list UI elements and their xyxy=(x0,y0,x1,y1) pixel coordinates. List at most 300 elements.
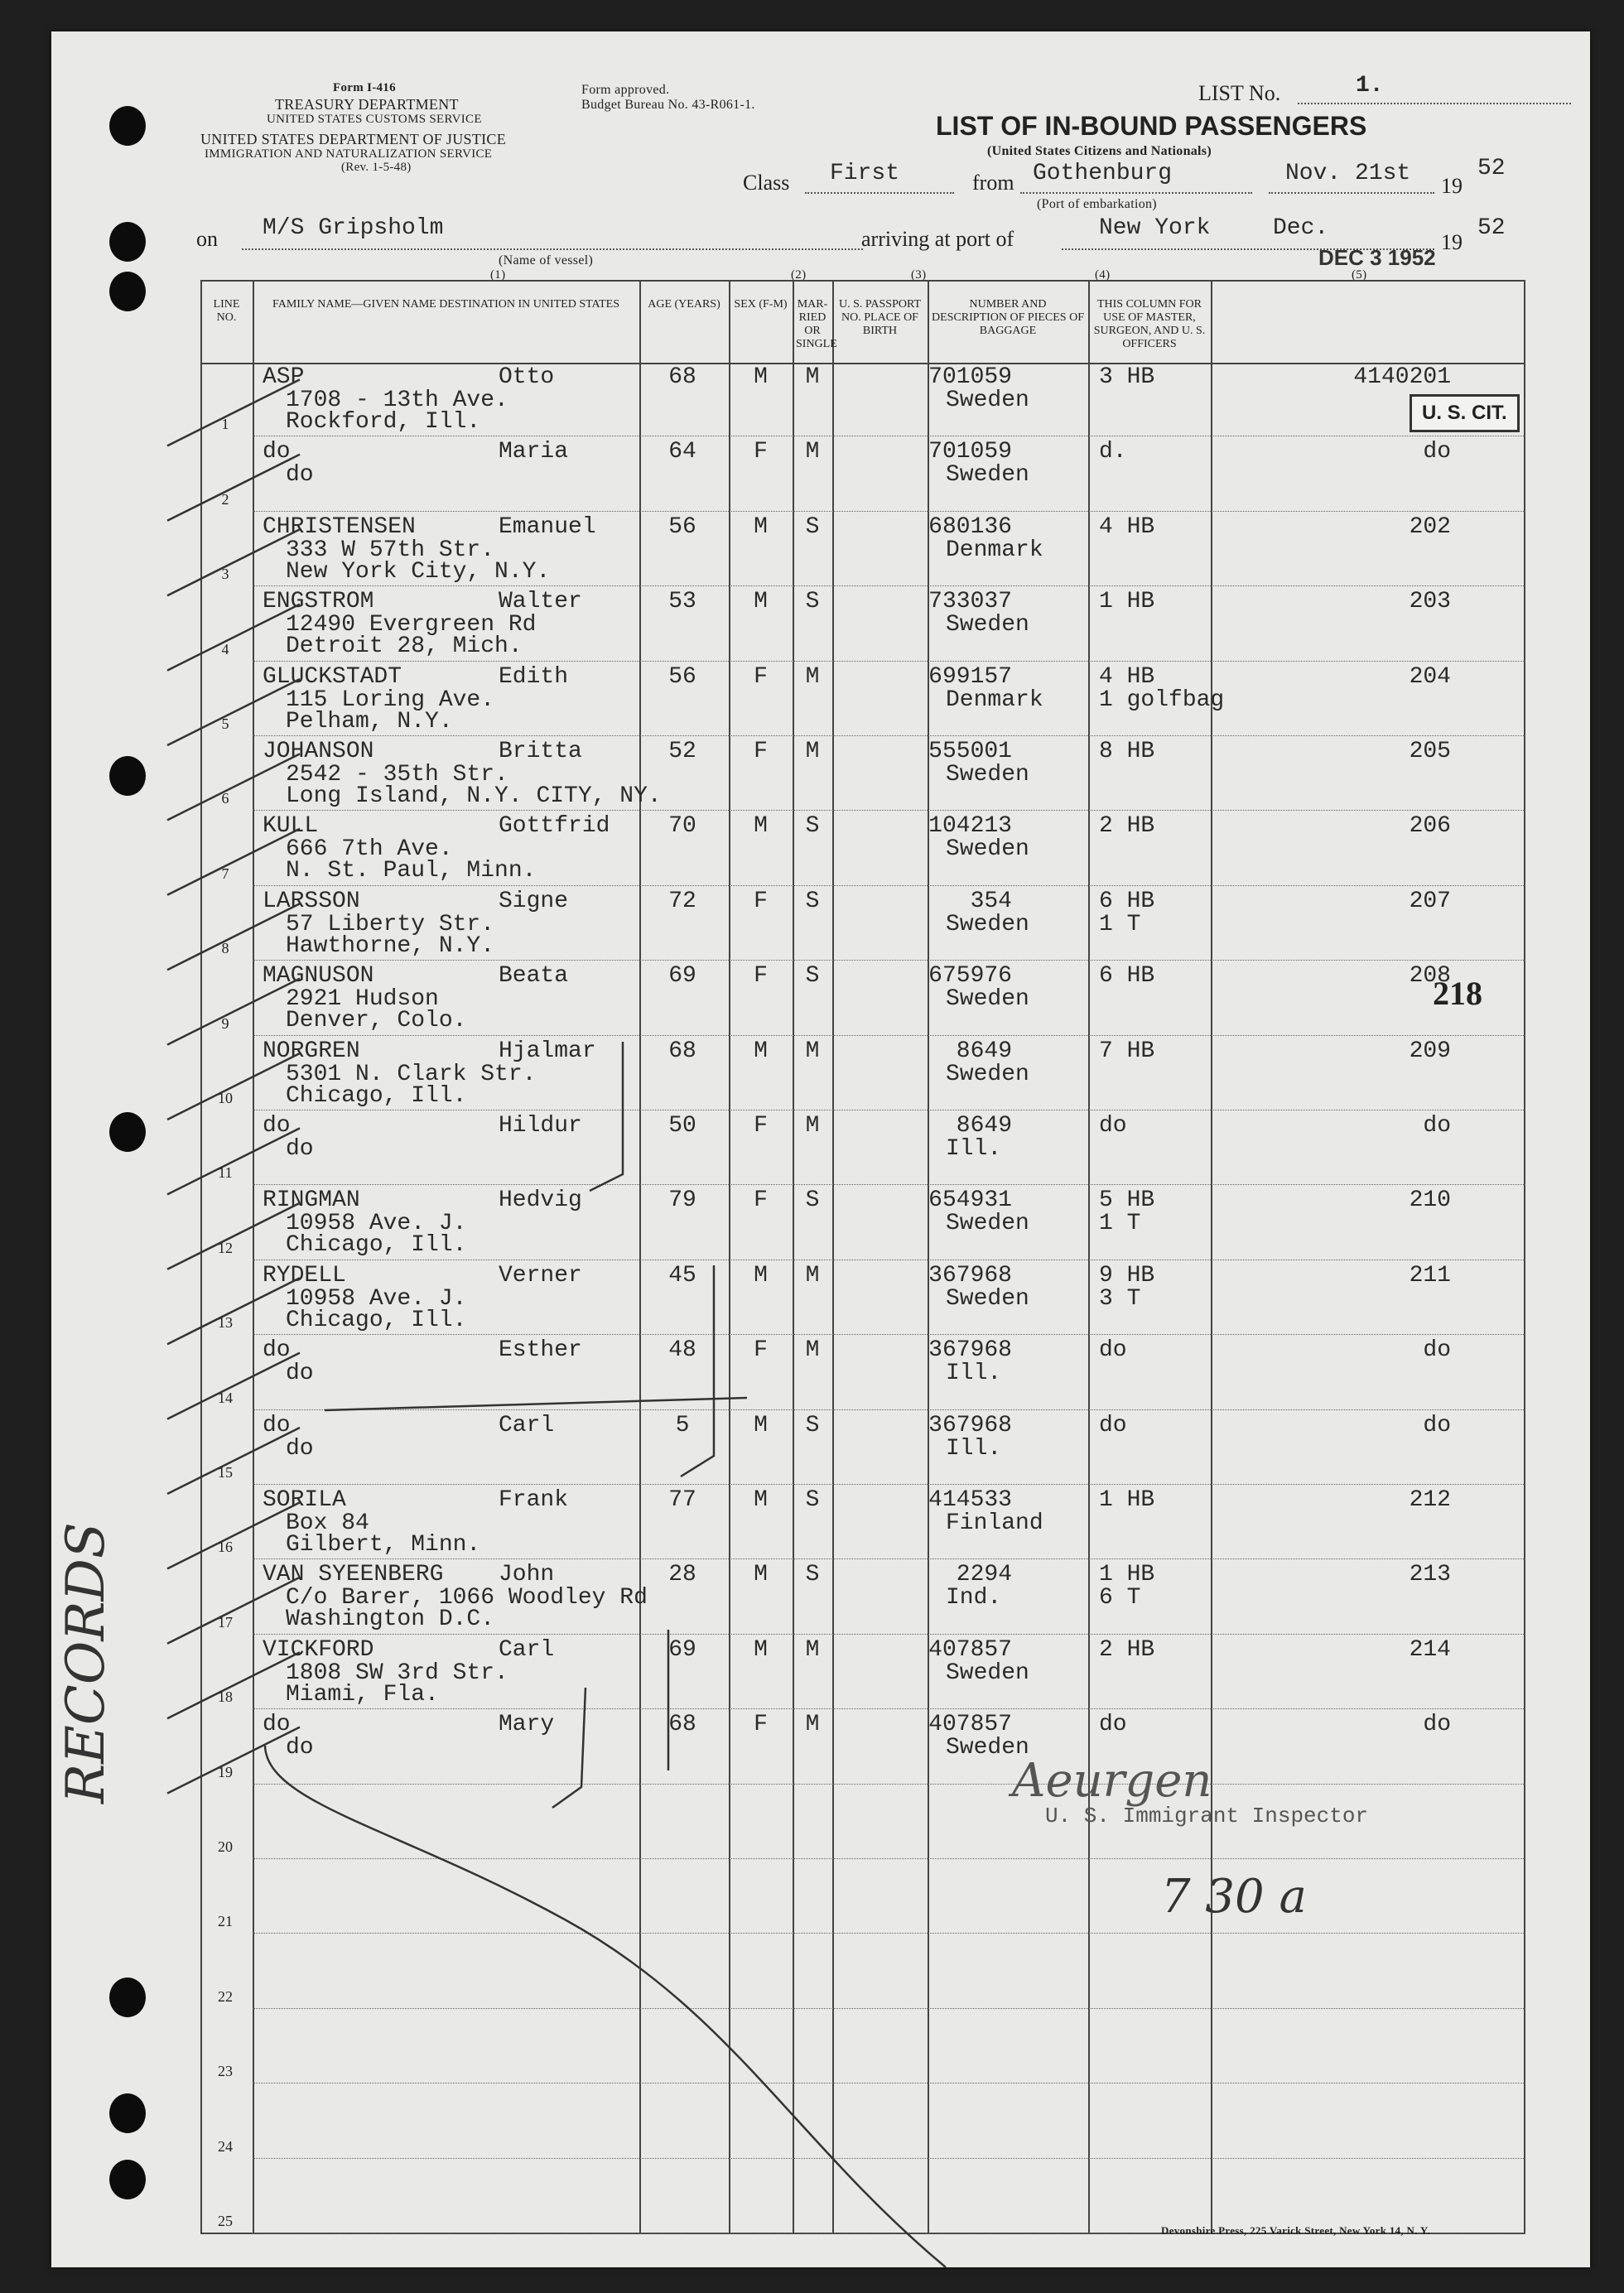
line-number: 23 xyxy=(218,2063,233,2080)
officer-number: 4140201 xyxy=(1353,364,1451,390)
baggage-count: 3 HB xyxy=(1099,364,1155,390)
passenger-given-name: Carl xyxy=(499,1412,555,1438)
baggage-count: do xyxy=(1099,1113,1127,1139)
passenger-sex: M xyxy=(754,1262,768,1289)
baggage-count: 5 HB xyxy=(1099,1187,1155,1214)
document-page xyxy=(51,31,1590,2267)
passenger-marital: M xyxy=(805,1337,820,1364)
passenger-city: Washington D.C. xyxy=(286,1607,495,1633)
passenger-address: 57 Liberty Str. xyxy=(286,911,495,937)
passenger-age: 45 xyxy=(668,1262,696,1289)
column-header-baggage: NUMBER AND DESCRIPTION OF PIECES OF BAGGAGE xyxy=(932,298,1084,337)
line-number: 15 xyxy=(218,1464,233,1481)
passenger-given-name: Esther xyxy=(499,1337,582,1364)
place-of-birth: Ill. xyxy=(946,1136,1002,1162)
passport-number: 699157 xyxy=(928,663,1012,690)
line-number: 5 xyxy=(221,715,229,732)
passenger-sex: F xyxy=(754,1712,768,1738)
passenger-marital: M xyxy=(805,1262,820,1289)
passenger-family-name: do xyxy=(263,1337,291,1364)
line-number: 19 xyxy=(218,1763,233,1780)
passenger-given-name: Maria xyxy=(499,439,569,465)
baggage-count: 2 HB xyxy=(1099,1636,1155,1663)
year-prefix-2: 19 xyxy=(1441,230,1463,254)
line-number: 18 xyxy=(218,1688,233,1706)
column-header-line: LINE NO. xyxy=(213,298,240,324)
baggage-count: 2 HB xyxy=(1099,813,1155,840)
passenger-marital: S xyxy=(805,888,820,914)
column-header-name: FAMILY NAME—GIVEN NAME DESTINATION IN UNITED STATES xyxy=(272,298,619,311)
passenger-family-name: KULL xyxy=(263,813,319,840)
passenger-family-name: do xyxy=(263,1412,291,1438)
baggage-count: 4 HB xyxy=(1099,513,1155,540)
passenger-marital: S xyxy=(805,1187,820,1214)
passenger-age: 56 xyxy=(668,513,696,540)
officer-number: do xyxy=(1423,1113,1451,1139)
passenger-marital: S xyxy=(805,963,820,990)
passenger-address: 1708 - 13th Ave. xyxy=(286,388,508,413)
place-of-birth: Ind. xyxy=(946,1585,1002,1611)
line-number: 3 xyxy=(221,566,229,583)
officer-number: do xyxy=(1423,439,1451,465)
passenger-family-name: MAGNUSON xyxy=(263,963,374,990)
checkmark-stroke xyxy=(167,1578,300,1644)
passport-number: 701059 xyxy=(928,364,1012,390)
place-of-birth: Sweden xyxy=(946,612,1029,638)
line-number: 22 xyxy=(218,1987,233,2005)
line-number: 10 xyxy=(218,1090,233,1106)
form-title: LIST OF IN-BOUND PASSENGERS xyxy=(936,111,1367,141)
passenger-sex: M xyxy=(754,1412,768,1438)
col-num-4: (4) xyxy=(1095,268,1111,282)
dept-treasury: TREASURY DEPARTMENT xyxy=(275,96,459,113)
place-of-birth: Sweden xyxy=(946,1061,1029,1087)
passport-number: 407857 xyxy=(928,1712,1012,1738)
passenger-city: Pelham, N.Y. xyxy=(286,708,453,735)
passenger-sex: F xyxy=(754,1337,768,1364)
passenger-marital: M xyxy=(805,1113,820,1139)
place-of-birth: Denmark xyxy=(946,537,1043,563)
form-approved: Form approved. xyxy=(581,83,670,97)
passenger-address: 12490 Evergreen Rd xyxy=(286,612,537,638)
column-header-sex: SEX (F-M) xyxy=(734,298,788,311)
checkmark-stroke xyxy=(167,1428,300,1494)
place-of-birth: Finland xyxy=(946,1510,1043,1536)
passenger-address: do xyxy=(286,1136,314,1162)
passenger-address: 333 W 57th Str. xyxy=(286,537,495,563)
passenger-age: 5 xyxy=(675,1412,690,1438)
passenger-city: Detroit 28, Mich. xyxy=(286,633,523,660)
line-number: 9 xyxy=(221,1014,229,1032)
passenger-city: Chicago, Ill. xyxy=(286,1082,467,1109)
passport-number: 8649 xyxy=(956,1113,1012,1139)
printer-imprint: Devonshire Press, 225 Varick Street, New York 14, N. Y. xyxy=(1161,2224,1430,2237)
place-of-birth: Sweden xyxy=(946,762,1029,788)
arrival-year: 52 xyxy=(1477,215,1506,241)
passport-number: 367968 xyxy=(928,1412,1012,1438)
place-of-birth: Sweden xyxy=(946,462,1029,489)
passenger-sex: F xyxy=(754,439,768,465)
passenger-sex: M xyxy=(754,1636,768,1663)
form-subtitle: (United States Citizens and Nationals) xyxy=(987,144,1212,158)
baggage-count: 1 HB xyxy=(1099,1562,1155,1588)
passenger-age: 72 xyxy=(668,888,696,914)
passenger-age: 50 xyxy=(668,1113,696,1139)
passport-number: 675976 xyxy=(928,963,1012,990)
line-number: 6 xyxy=(221,790,229,807)
arriving-label: arriving at port of xyxy=(861,227,1014,251)
passenger-address: 1808 SW 3rd Str. xyxy=(286,1660,508,1686)
place-of-birth: Sweden xyxy=(946,836,1029,863)
passenger-age: 79 xyxy=(668,1187,696,1214)
line-number: 12 xyxy=(218,1239,233,1256)
checkmark-stroke xyxy=(167,1278,300,1344)
passenger-family-name: LARSSON xyxy=(263,888,360,914)
us-citizen-stamp: U. S. CIT. xyxy=(1410,394,1520,432)
passenger-city: N. St. Paul, Minn. xyxy=(286,858,537,884)
form-revision: (Rev. 1-5-48) xyxy=(341,161,412,174)
passenger-family-name: ENGSTROM xyxy=(263,589,374,615)
passenger-given-name: Verner xyxy=(499,1262,582,1289)
on-label: on xyxy=(196,227,218,251)
officer-number: 214 xyxy=(1409,1636,1451,1663)
officer-number: do xyxy=(1423,1412,1451,1438)
column-header-passport: U. S. PASSPORT NO. PLACE OF BIRTH xyxy=(838,298,922,337)
passenger-family-name: SORILA xyxy=(263,1487,346,1513)
passport-number: 733037 xyxy=(928,589,1012,615)
officer-number: 203 xyxy=(1409,589,1451,615)
passenger-sex: F xyxy=(754,1187,768,1214)
passenger-marital: S xyxy=(805,1412,820,1438)
baggage-extra: 1 golfbag xyxy=(1099,686,1225,713)
line-number: 16 xyxy=(218,1539,233,1556)
col-num-1: (1) xyxy=(490,268,506,282)
line-number: 4 xyxy=(221,640,229,658)
passenger-sex: M xyxy=(754,513,768,540)
passenger-sex: M xyxy=(754,589,768,615)
passenger-marital: M xyxy=(805,1038,820,1064)
passenger-city: Chicago, Ill. xyxy=(286,1307,467,1333)
baggage-count: 1 HB xyxy=(1099,589,1155,615)
officer-number: do xyxy=(1423,1337,1451,1364)
passenger-given-name: Hedvig xyxy=(499,1187,582,1214)
passenger-given-name: Beata xyxy=(499,963,569,990)
passenger-marital: M xyxy=(805,739,820,764)
baggage-count: 4 HB xyxy=(1099,663,1155,690)
officer-number: 210 xyxy=(1409,1187,1451,1214)
passenger-address: do xyxy=(286,1361,314,1387)
baggage-extra: 6 T xyxy=(1099,1585,1141,1611)
embark-note: (Port of embarkation) xyxy=(1037,197,1157,211)
passenger-address: C/o Barer, 1066 Woodley Rd xyxy=(286,1585,648,1611)
passenger-city: Chicago, Ill. xyxy=(286,1232,467,1259)
passenger-address: do xyxy=(286,1435,314,1462)
passenger-given-name: Walter xyxy=(499,589,582,615)
passenger-marital: M xyxy=(805,439,820,465)
checkmark-stroke xyxy=(167,679,300,745)
passenger-sex: F xyxy=(754,739,768,764)
passenger-given-name: Carl xyxy=(499,1636,555,1663)
passenger-sex: F xyxy=(754,888,768,914)
class-label: Class xyxy=(743,171,790,195)
passport-number: 2294 xyxy=(956,1562,1012,1588)
baggage-count: 1 HB xyxy=(1099,1487,1155,1513)
passenger-given-name: Hildur xyxy=(499,1113,582,1139)
baggage-count: 8 HB xyxy=(1099,739,1155,764)
place-of-birth: Sweden xyxy=(946,1735,1029,1761)
passport-number: 407857 xyxy=(928,1636,1012,1663)
year-prefix: 19 xyxy=(1441,174,1463,198)
passenger-address: 2542 - 35th Str. xyxy=(286,762,508,788)
passenger-sex: F xyxy=(754,663,768,690)
list-no-label: LIST No. xyxy=(1198,81,1281,105)
line-number: 11 xyxy=(218,1164,233,1182)
place-of-birth: Sweden xyxy=(946,911,1029,937)
departure-year: 52 xyxy=(1477,156,1506,181)
baggage-count: do xyxy=(1099,1337,1127,1364)
baggage-count: 7 HB xyxy=(1099,1038,1155,1064)
checkmark-stroke xyxy=(167,903,300,970)
passenger-sex: M xyxy=(754,1487,768,1513)
passport-number: 367968 xyxy=(928,1337,1012,1364)
baggage-extra: 1 T xyxy=(1099,911,1141,937)
pen-marks xyxy=(51,31,1590,2267)
passenger-age: 56 xyxy=(668,663,696,690)
passenger-sex: M xyxy=(754,1038,768,1064)
column-header-officers: THIS COLUMN FOR USE OF MASTER, SURGEON, AND U. S. OFFICERS xyxy=(1093,298,1206,350)
passenger-given-name: Signe xyxy=(499,888,569,914)
passenger-family-name: do xyxy=(263,1113,291,1139)
checkmark-stroke xyxy=(167,379,300,446)
passenger-family-name: CHRISTENSEN xyxy=(263,513,416,540)
passenger-family-name: VICKFORD xyxy=(263,1636,374,1663)
checkmark-stroke xyxy=(167,455,300,521)
passenger-city: Denver, Colo. xyxy=(286,1008,467,1034)
passenger-given-name: John xyxy=(499,1562,555,1588)
baggage-count: 9 HB xyxy=(1099,1262,1155,1289)
passenger-age: 48 xyxy=(668,1337,696,1364)
checkmark-stroke xyxy=(167,605,300,671)
officer-number: 205 xyxy=(1409,739,1451,764)
checkmark-stroke xyxy=(167,1727,300,1794)
line-number: 8 xyxy=(221,940,229,957)
time-note: 7 30 a xyxy=(1161,1870,1307,1924)
passenger-sex: M xyxy=(754,813,768,840)
place-of-birth: Sweden xyxy=(946,1660,1029,1686)
checkmark-stroke xyxy=(167,529,300,595)
checkmark-stroke xyxy=(167,1053,300,1120)
passenger-address: do xyxy=(286,1735,314,1761)
passenger-family-name: RYDELL xyxy=(263,1262,346,1289)
curve-stroke xyxy=(265,1746,946,2267)
passenger-given-name: Hjalmar xyxy=(499,1038,596,1064)
passenger-age: 68 xyxy=(668,1038,696,1064)
checkmark-stroke xyxy=(167,1353,300,1419)
passenger-address: 666 7th Ave. xyxy=(286,836,453,863)
passenger-marital: S xyxy=(805,1487,820,1513)
place-of-birth: Sweden xyxy=(946,986,1029,1013)
form-number: Form I-416 xyxy=(333,81,396,94)
dept-ins: IMMIGRATION AND NATURALIZATION SERVICE xyxy=(205,147,493,161)
checkmark-stroke xyxy=(167,1203,300,1269)
arrival-port: New York xyxy=(1099,215,1211,241)
passenger-family-name: GLUCKSTADT xyxy=(263,663,402,690)
passenger-age: 77 xyxy=(668,1487,696,1513)
dept-justice: UNITED STATES DEPARTMENT OF JUSTICE xyxy=(200,131,507,147)
place-of-birth: Sweden xyxy=(946,1211,1029,1237)
passenger-city: Long Island, N.Y. CITY, NY. xyxy=(286,783,662,809)
place-of-birth: Ill. xyxy=(946,1435,1002,1462)
passenger-address: Box 84 xyxy=(286,1510,369,1536)
col-num-3: (3) xyxy=(911,268,927,282)
passenger-age: 69 xyxy=(668,1636,696,1663)
line-number: 1 xyxy=(221,416,229,433)
passenger-age: 53 xyxy=(668,589,696,615)
passenger-family-name: RINGMAN xyxy=(263,1187,360,1214)
baggage-extra: 3 T xyxy=(1099,1285,1141,1312)
budget-bureau: Budget Bureau No. 43-R061-1. xyxy=(581,98,755,112)
passenger-address: 5301 N. Clark Str. xyxy=(286,1061,537,1087)
baggage-count: d. xyxy=(1099,439,1127,465)
checkmark-stroke xyxy=(167,754,300,820)
passenger-marital: S xyxy=(805,813,820,840)
passport-number: 680136 xyxy=(928,513,1012,540)
baggage-count: 6 HB xyxy=(1099,888,1155,914)
passenger-address: do xyxy=(286,462,314,489)
line-number: 17 xyxy=(218,1613,233,1631)
passenger-family-name: NORGREN xyxy=(263,1038,360,1064)
passenger-age: 70 xyxy=(668,813,696,840)
passenger-marital: S xyxy=(805,513,820,540)
list-no-value: 1. xyxy=(1356,73,1384,99)
col-num-2: (2) xyxy=(791,268,807,282)
passenger-age: 52 xyxy=(668,739,696,764)
officer-number: 206 xyxy=(1409,813,1451,840)
passenger-age: 68 xyxy=(668,1712,696,1738)
passport-number: 354 xyxy=(970,888,1012,914)
passport-number: 414533 xyxy=(928,1487,1012,1513)
officer-number: 207 xyxy=(1409,888,1451,914)
passenger-marital: S xyxy=(805,589,820,615)
passenger-family-name: ASP xyxy=(263,364,305,390)
passenger-given-name: Britta xyxy=(499,739,582,764)
baggage-count: do xyxy=(1099,1412,1127,1438)
passenger-city: Gilbert, Minn. xyxy=(286,1532,481,1558)
line-number: 7 xyxy=(221,865,229,882)
passenger-sex: F xyxy=(754,963,768,990)
passenger-marital: M xyxy=(805,364,820,390)
date-stamp: DEC 3 1952 xyxy=(1318,245,1436,270)
passenger-city: Hawthorne, N.Y. xyxy=(286,932,495,959)
checkmark-stroke xyxy=(167,829,300,895)
passenger-sex: M xyxy=(754,364,768,390)
passenger-city: New York City, N.Y. xyxy=(286,558,551,585)
passport-number: 8649 xyxy=(956,1038,1012,1064)
passenger-family-name: JOHANSON xyxy=(263,739,374,764)
passenger-address: 10958 Ave. J. xyxy=(286,1211,467,1237)
passport-number: 654931 xyxy=(928,1187,1012,1214)
officer-number: do xyxy=(1423,1712,1451,1738)
place-of-birth: Sweden xyxy=(946,388,1029,413)
officer-number: 202 xyxy=(1409,513,1451,540)
inspector-title: U. S. Immigrant Inspector xyxy=(1045,1804,1369,1828)
arrival-date: Dec. xyxy=(1273,215,1329,241)
passport-number: 367968 xyxy=(928,1262,1012,1289)
line-number: 13 xyxy=(218,1314,233,1332)
passenger-age: 68 xyxy=(668,364,696,390)
passenger-family-name: VAN SYEENBERG xyxy=(263,1562,444,1588)
passenger-city: Miami, Fla. xyxy=(286,1681,439,1708)
line-number: 20 xyxy=(218,1838,233,1855)
dept-customs: UNITED STATES CUSTOMS SERVICE xyxy=(267,113,482,126)
vessel-note: (Name of vessel) xyxy=(499,253,594,267)
passenger-marital: M xyxy=(805,1636,820,1663)
vessel-name: M/S Gripsholm xyxy=(263,215,444,241)
side-note-records: RECORDS xyxy=(55,1522,117,1804)
checkmark-stroke xyxy=(167,1502,300,1568)
col-num-5: (5) xyxy=(1352,268,1367,282)
passenger-marital: M xyxy=(805,1712,820,1738)
passenger-given-name: Mary xyxy=(499,1712,555,1738)
total-count: 218 xyxy=(1433,975,1482,1012)
line-number: 24 xyxy=(218,2137,233,2155)
passenger-sex: M xyxy=(754,1562,768,1588)
inspector-signature: Aeurgen xyxy=(1012,1754,1212,1808)
class-value: First xyxy=(830,161,900,186)
passenger-address: 115 Loring Ave. xyxy=(286,686,495,713)
passport-number: 104213 xyxy=(928,813,1012,840)
departure-date: Nov. 21st xyxy=(1285,161,1411,186)
from-value: Gothenburg xyxy=(1033,161,1173,186)
officer-number: 208 xyxy=(1409,963,1451,990)
baggage-count: 6 HB xyxy=(1099,963,1155,990)
passenger-given-name: Otto xyxy=(499,364,555,390)
passenger-age: 28 xyxy=(668,1562,696,1588)
officer-number: 204 xyxy=(1409,663,1451,690)
passenger-age: 69 xyxy=(668,963,696,990)
line-number: 2 xyxy=(221,490,229,508)
baggage-count: do xyxy=(1099,1712,1127,1738)
passenger-family-name: do xyxy=(263,439,291,465)
passenger-marital: M xyxy=(805,663,820,690)
passenger-given-name: Frank xyxy=(499,1487,569,1513)
column-header-age: AGE (YEARS) xyxy=(648,298,720,311)
passport-number: 701059 xyxy=(928,439,1012,465)
baggage-extra: 1 T xyxy=(1099,1211,1141,1237)
passenger-family-name: do xyxy=(263,1712,291,1738)
place-of-birth: Ill. xyxy=(946,1361,1002,1387)
line-number: 21 xyxy=(218,1913,233,1930)
passenger-given-name: Emanuel xyxy=(499,513,596,540)
column-header-married: MAR-RIED OR SINGLE xyxy=(796,298,837,350)
passenger-given-name: Gottfrid xyxy=(499,813,610,840)
passenger-address: 2921 Hudson xyxy=(286,986,439,1013)
officer-number: 209 xyxy=(1409,1038,1451,1064)
checkmark-stroke xyxy=(167,1652,300,1718)
officer-number: 211 xyxy=(1409,1262,1451,1289)
officer-number: 212 xyxy=(1409,1487,1451,1513)
from-label: from xyxy=(972,171,1014,195)
line-number: 14 xyxy=(218,1389,233,1406)
checkmark-stroke xyxy=(167,1128,300,1194)
passenger-age: 64 xyxy=(668,439,696,465)
passport-number: 555001 xyxy=(928,739,1012,764)
passenger-city: Rockford, Ill. xyxy=(286,409,481,435)
place-of-birth: Sweden xyxy=(946,1285,1029,1312)
passenger-marital: S xyxy=(805,1562,820,1588)
line-number: 25 xyxy=(218,2213,233,2229)
passenger-sex: F xyxy=(754,1113,768,1139)
